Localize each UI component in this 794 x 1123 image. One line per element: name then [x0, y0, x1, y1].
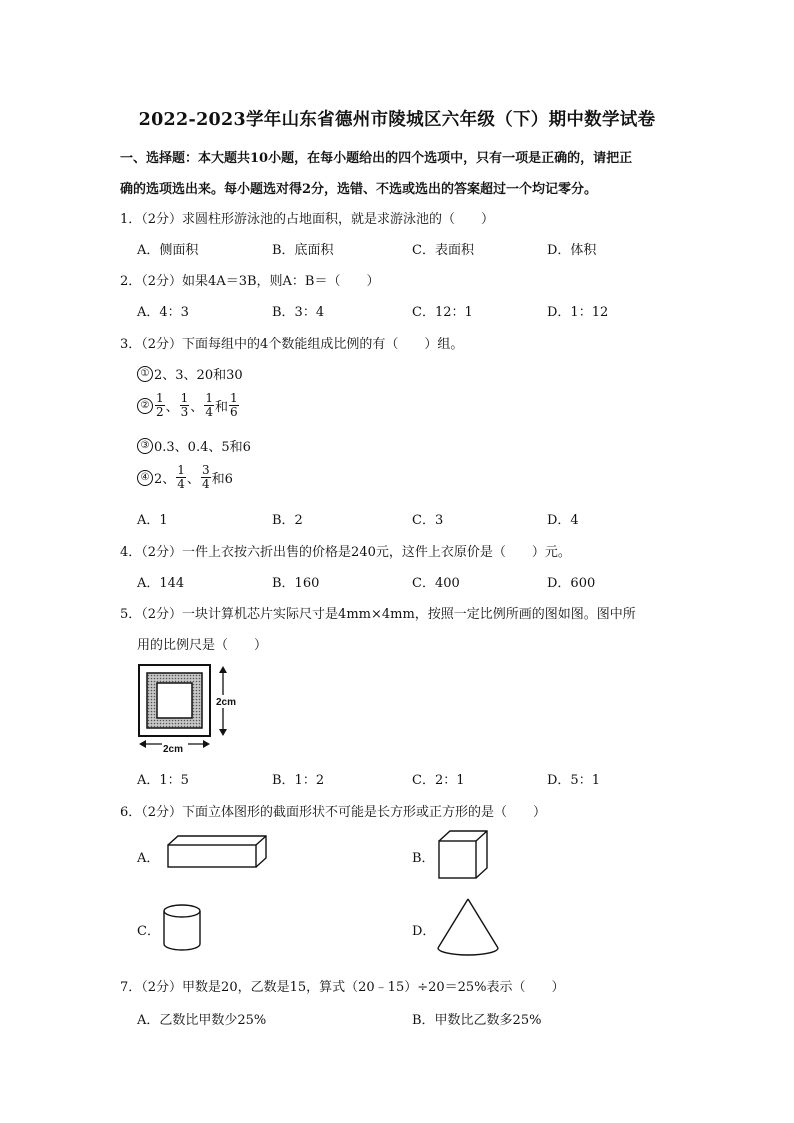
q6-option-d: D． [412, 924, 436, 939]
question-6: 6．（2分）下面立体图形的截面形状不可能是长方形或正方形的是（ ） [120, 805, 547, 820]
q3-group-1-text: 2、3、20和30 [154, 368, 243, 383]
q5-option-a: A．1：5 [137, 773, 189, 788]
arrow-up-icon [219, 666, 227, 673]
cylinder-shape [160, 902, 208, 954]
cone-shape [434, 896, 504, 960]
fraction: $\frac{1}{3}$ [180, 391, 189, 419]
q3-option-d: D．4 [547, 513, 579, 528]
question-3: 3．（2分）下面每组中的4个数能组成比例的有（ ）组。 [120, 337, 464, 352]
q3-option-a: A．1 [137, 513, 168, 528]
q4-option-b: B．160 [272, 576, 320, 591]
q1-option-a: A．侧面积 [137, 243, 199, 258]
q3-marker-4: ④ [137, 470, 153, 486]
fraction: $\frac{1}{2}$ [156, 391, 164, 419]
q6-option-b: B． [412, 851, 435, 866]
arrow-down-icon [219, 729, 227, 736]
q7-option-a: A．乙数比甲数少25% [137, 1013, 267, 1028]
q4-option-d: D．600 [547, 576, 596, 591]
q5-option-b: B．1：2 [272, 773, 325, 788]
q6-option-c: C． [137, 924, 160, 939]
arrow-left-icon [139, 740, 146, 748]
q4-option-a: A．144 [137, 576, 185, 591]
cube-shape [436, 828, 492, 882]
q2-option-c: C．12：1 [412, 305, 473, 320]
q2-option-a: A．4：3 [137, 305, 189, 320]
q3-option-c: C．3 [412, 513, 444, 528]
q7-option-b: B．甲数比乙数多25% [412, 1013, 542, 1028]
question-1: 1．（2分）求圆柱形游泳池的占地面积，就是求游泳池的（ ） [120, 212, 495, 227]
fraction: $\frac{1}{6}$ [229, 391, 238, 419]
q6-option-a: A． [137, 851, 160, 866]
section-instructions-line1: 一、选择题：本大题共10小题，在每小题给出的四个选项中，只有一项是正确的，请把正 [120, 151, 633, 166]
q3-group-2: ② $\frac{1}{2}$ 、 $\frac{1}{3}$ 、 $\frac{1}{4}$ 和 $\frac{1}{6}$ [137, 392, 240, 419]
question-4: 4．（2分）一件上衣按六折出售的价格是240元，这件上衣原价是（ ）元。 [120, 545, 571, 560]
q3-marker-2: ② [137, 398, 153, 414]
q3-marker-1: ① [137, 366, 153, 382]
cuboid-shape [165, 833, 275, 873]
q3-marker-3: ③ [137, 438, 153, 454]
q3-group-3-text: 0.3、0.4、5和6 [154, 440, 251, 455]
question-2: 2．（2分）如果4A＝3B，则A：B＝（ ） [120, 274, 380, 289]
q5-option-d: D．5：1 [547, 773, 600, 788]
chip-scale-figure [135, 662, 245, 756]
inner-square [157, 683, 192, 718]
fig-label-bottom: 2cm [163, 744, 184, 755]
question-7: 7．（2分）甲数是20，乙数是15，算式（20﹣15）÷20＝25%表示（ ） [120, 980, 565, 995]
fraction: $\frac{3}{4}$ [201, 463, 210, 491]
q3-group-1 [137, 364, 243, 383]
q5-option-c: C．2：1 [412, 773, 465, 788]
q3-option-b: B．2 [272, 513, 303, 528]
section-instructions-line2: 确的选项选出来。每小题选对得2分，选错、不选或选出的答案超过一个均记零分。 [120, 182, 598, 197]
fig-label-right: 2cm [216, 697, 237, 708]
q1-option-d: D．体积 [547, 243, 597, 258]
q2-option-b: B．3：4 [272, 305, 325, 320]
question-5-line2: 用的比例尺是（ ） [137, 638, 268, 653]
q2-option-d: D．1：12 [547, 305, 609, 320]
arrow-right-icon [203, 740, 210, 748]
q3-group-4: ④ 2、 $\frac{1}{4}$ 、 $\frac{3}{4}$ 和6 [137, 464, 233, 491]
page-title: 2022-2023学年山东省德州市陵城区六年级（下）期中数学试卷 [138, 110, 656, 130]
fraction: $\frac{1}{4}$ [205, 391, 213, 419]
q1-option-b: B．底面积 [272, 243, 334, 258]
q3-group-3 [137, 436, 251, 455]
q1-option-c: C．表面积 [412, 243, 474, 258]
question-5-line1: 5．（2分）一块计算机芯片实际尺寸是4mm×4mm，按照一定比例所画的图如图。图中所 [120, 607, 636, 622]
fraction: $\frac{1}{4}$ [177, 463, 185, 491]
q4-option-c: C．400 [412, 576, 460, 591]
